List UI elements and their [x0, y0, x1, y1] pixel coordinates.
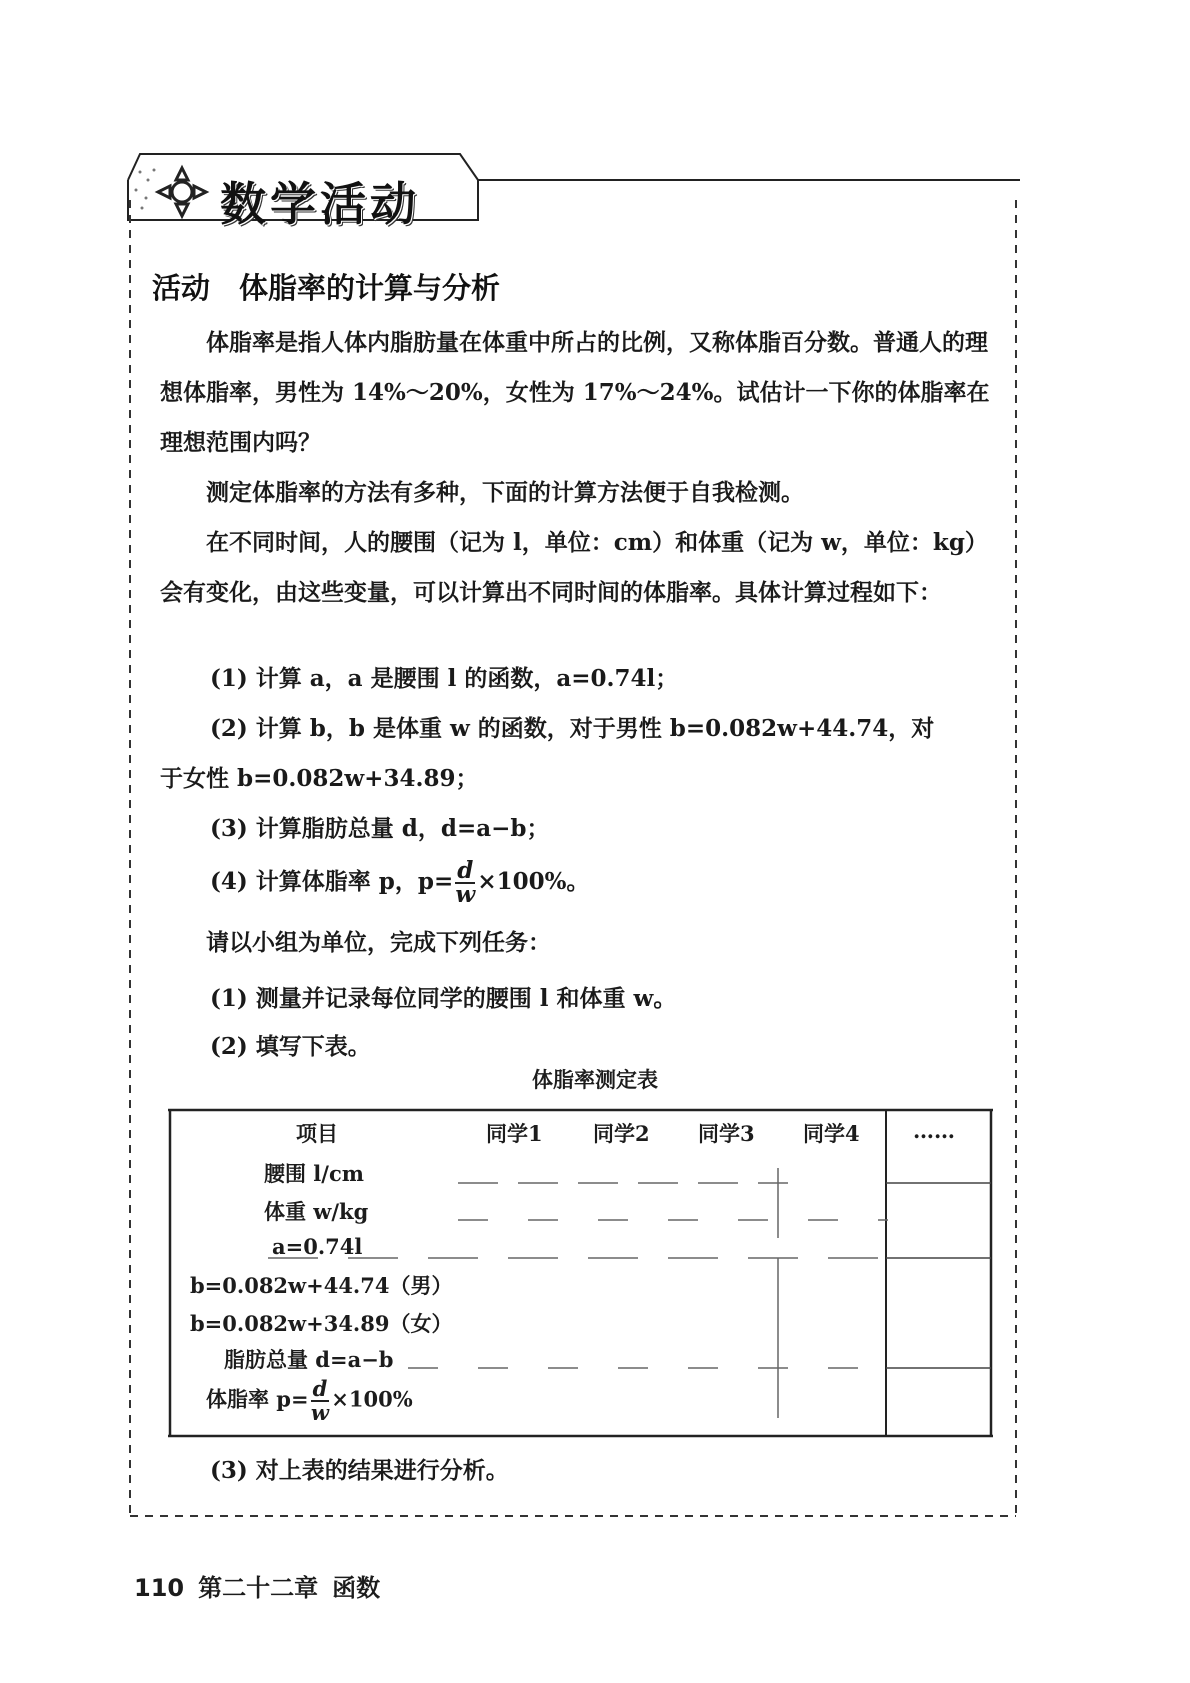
step-1: (1) 计算 a，a 是腰围 l 的函数，a=0.74l； — [210, 665, 679, 692]
body-fat-table — [168, 1108, 993, 1438]
step-4 — [210, 857, 590, 908]
page-footer — [134, 1568, 394, 1603]
header-student-4: 同学4 — [803, 1121, 860, 1146]
step-4-prefix: (4) 计算体脂率 p，p= — [210, 868, 454, 895]
banner-title: 数学活动 — [220, 177, 420, 231]
row-body-fat-denominator: w — [310, 1400, 329, 1425]
row-b-female: b=0.082w+34.89（女） — [190, 1311, 453, 1336]
header-more: …… — [913, 1118, 955, 1143]
step-4-numerator: d — [457, 857, 474, 884]
step-4-denominator: w — [455, 881, 476, 908]
paragraph-method: 测定体脂率的方法有多种，下面的计算方法便于自我检测。 — [206, 479, 804, 506]
row-a: a=0.74l — [272, 1234, 363, 1259]
row-body-fat-suffix: ×100% — [331, 1386, 413, 1412]
paragraph-tasks: 请以小组为单位，完成下列任务： — [206, 929, 551, 956]
row-body-fat-prefix: 体脂率 p= — [206, 1386, 309, 1412]
header-student-1: 同学1 — [486, 1121, 543, 1146]
table-caption: 体脂率测定表 — [532, 1068, 658, 1092]
row-body-fat-rate — [206, 1378, 413, 1424]
step-3: (3) 计算脂肪总量 d，d=a−b； — [210, 815, 550, 842]
row-weight: 体重 w/kg — [264, 1199, 369, 1224]
step-4-suffix: ×100%。 — [477, 868, 590, 895]
activity-title: 活动 体脂率的计算与分析 — [152, 271, 501, 305]
step-2-line2: 于女性 b=0.082w+34.89； — [160, 765, 479, 792]
task-2: (2) 填写下表。 — [210, 1033, 371, 1060]
paragraph-variables: 在不同时间，人的腰围（记为 l，单位：cm）和体重（记为 w，单位：kg）会有变化，由这些变量，可以计算出不同时间的体脂率。具体计算过程如下： — [160, 529, 988, 606]
header-student-3: 同学3 — [698, 1121, 755, 1146]
chapter-label: 第二十二章 — [198, 1574, 319, 1602]
row-b-male: b=0.082w+44.74（男） — [190, 1273, 453, 1298]
row-waist: 腰围 l/cm — [264, 1161, 364, 1186]
row-body-fat-numerator: d — [312, 1376, 328, 1401]
paragraph-intro: 体脂率是指人体内脂肪量在体重中所占的比例，又称体脂百分数。普通人的理想体脂率，男性为 14%～20%，女性为 17%～24%。试估计一下你的体脂率在理想范围内吗？ — [160, 329, 990, 456]
page-number: 110 — [134, 1574, 185, 1602]
row-fat-total: 脂肪总量 d=a−b — [224, 1347, 394, 1372]
header-student-2: 同学2 — [593, 1121, 650, 1146]
step-4-fraction — [455, 857, 476, 908]
step-2-line1: (2) 计算 b，b 是体重 w 的函数，对于男性 b=0.082w+44.74，对 — [210, 715, 935, 742]
header-item: 项目 — [296, 1121, 338, 1146]
task-1: (1) 测量并记录每位同学的腰围 l 和体重 w。 — [210, 985, 677, 1012]
row-body-fat-fraction — [311, 1378, 330, 1424]
chapter-title: 函数 — [332, 1574, 381, 1602]
task-3: (3) 对上表的结果进行分析。 — [210, 1457, 509, 1484]
